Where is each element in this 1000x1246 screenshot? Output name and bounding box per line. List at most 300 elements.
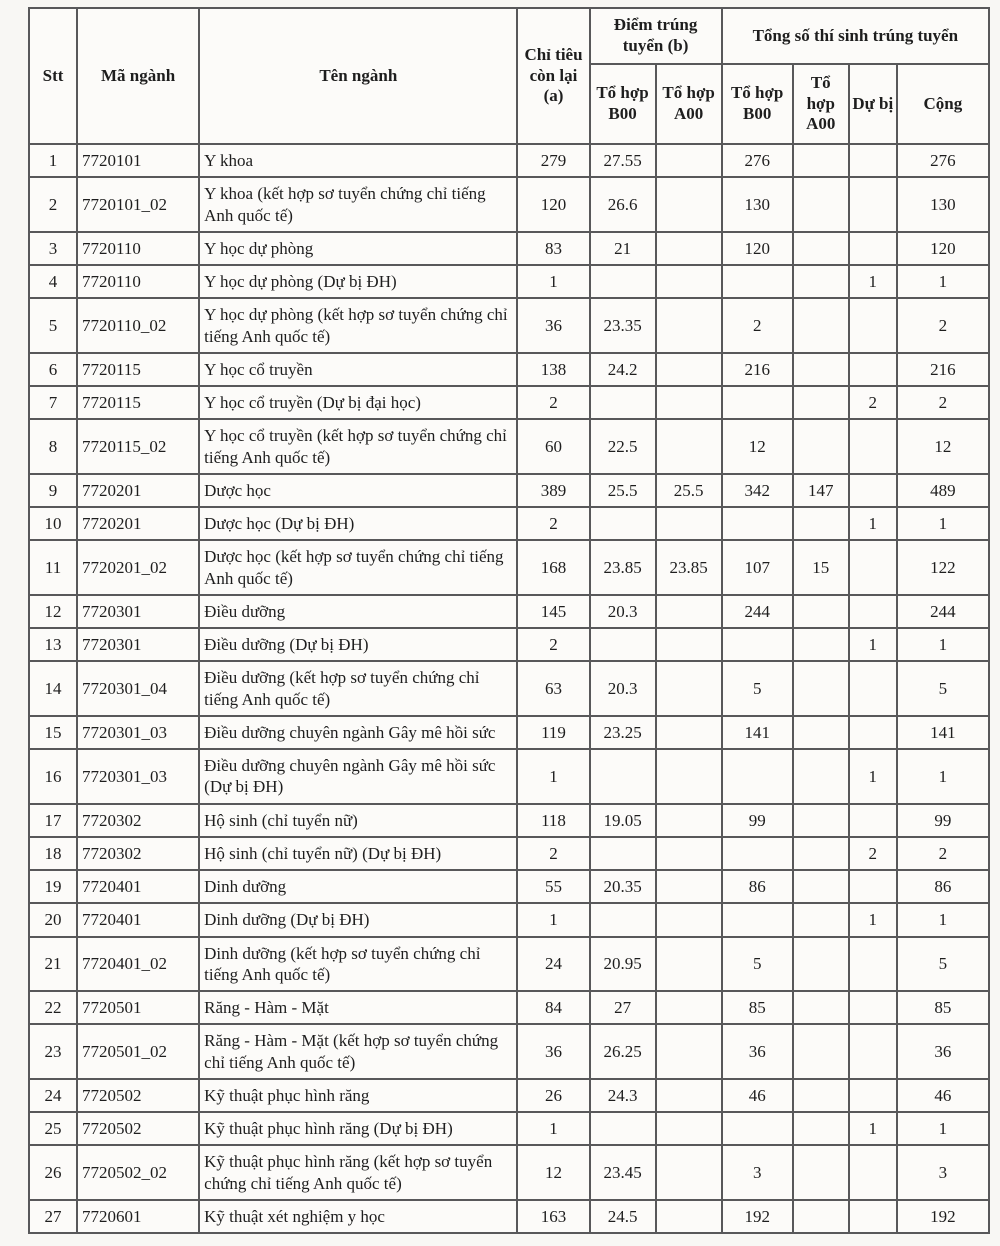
du-bi-cell — [849, 298, 897, 353]
ten-nganh-cell: Dinh dưỡng (kết hợp sơ tuyển chứng chỉ tiếng Anh quốc tế) — [199, 937, 517, 992]
ts-to-hop-b00-cell: 5 — [722, 661, 793, 716]
ma-nganh-cell: 7720201_02 — [77, 540, 199, 595]
diem-to-hop-b00-cell — [590, 837, 656, 870]
chi-tieu-cell: 138 — [517, 353, 589, 386]
ma-nganh-cell: 7720115 — [77, 353, 199, 386]
ts-to-hop-b00-cell: 85 — [722, 991, 793, 1024]
ten-nganh-cell: Y khoa — [199, 144, 517, 177]
diem-to-hop-b00-cell: 27.55 — [590, 144, 656, 177]
col-header-diem-to-hop-b00: Tổ hợp B00 — [590, 64, 656, 144]
cong-cell: 120 — [897, 232, 989, 265]
ma-nganh-cell: 7720301 — [77, 628, 199, 661]
ten-nganh-cell: Răng - Hàm - Mặt — [199, 991, 517, 1024]
table-row — [29, 903, 989, 936]
chi-tieu-cell: 119 — [517, 716, 589, 749]
du-bi-cell — [849, 419, 897, 474]
ts-to-hop-b00-cell: 3 — [722, 1145, 793, 1200]
ts-to-hop-b00-cell: 192 — [722, 1200, 793, 1233]
ten-nganh-cell: Y học cổ truyền (kết hợp sơ tuyển chứng chỉ tiếng Anh quốc tế) — [199, 419, 517, 474]
diem-to-hop-b00-cell: 20.95 — [590, 937, 656, 992]
du-bi-cell — [849, 1145, 897, 1200]
cong-cell: 12 — [897, 419, 989, 474]
stt-cell: 4 — [29, 265, 77, 298]
du-bi-cell: 2 — [849, 386, 897, 419]
ten-nganh-cell: Dinh dưỡng (Dự bị ĐH) — [199, 903, 517, 936]
diem-to-hop-b00-cell: 23.25 — [590, 716, 656, 749]
stt-cell: 8 — [29, 419, 77, 474]
ts-to-hop-a00-cell — [793, 1145, 849, 1200]
ts-to-hop-b00-cell: 276 — [722, 144, 793, 177]
ma-nganh-cell: 7720101_02 — [77, 177, 199, 232]
col-header-ts-to-hop-a00: Tổ hợp A00 — [793, 64, 849, 144]
du-bi-cell — [849, 144, 897, 177]
chi-tieu-cell: 163 — [517, 1200, 589, 1233]
admission-table-container — [28, 7, 990, 1234]
ten-nganh-cell: Răng - Hàm - Mặt (kết hợp sơ tuyển chứng chỉ tiếng Anh quốc tế) — [199, 1024, 517, 1079]
stt-cell: 3 — [29, 232, 77, 265]
ma-nganh-cell: 7720301 — [77, 595, 199, 628]
ts-to-hop-b00-cell: 46 — [722, 1079, 793, 1112]
ma-nganh-cell: 7720302 — [77, 804, 199, 837]
stt-cell: 19 — [29, 870, 77, 903]
cong-cell: 130 — [897, 177, 989, 232]
diem-to-hop-b00-cell — [590, 628, 656, 661]
ts-to-hop-b00-cell — [722, 1112, 793, 1145]
ten-nganh-cell: Kỹ thuật xét nghiệm y học — [199, 1200, 517, 1233]
diem-to-hop-b00-cell: 26.6 — [590, 177, 656, 232]
cong-cell: 1 — [897, 265, 989, 298]
stt-cell: 21 — [29, 937, 77, 992]
ts-to-hop-b00-cell: 99 — [722, 804, 793, 837]
diem-to-hop-a00-cell — [656, 507, 722, 540]
chi-tieu-cell: 84 — [517, 991, 589, 1024]
header-group-row — [29, 8, 989, 64]
stt-cell: 23 — [29, 1024, 77, 1079]
ts-to-hop-a00-cell — [793, 628, 849, 661]
stt-cell: 22 — [29, 991, 77, 1024]
du-bi-cell — [849, 474, 897, 507]
table-row — [29, 507, 989, 540]
diem-to-hop-a00-cell — [656, 661, 722, 716]
diem-to-hop-b00-cell: 24.5 — [590, 1200, 656, 1233]
ts-to-hop-a00-cell — [793, 716, 849, 749]
cong-cell: 141 — [897, 716, 989, 749]
chi-tieu-cell: 1 — [517, 749, 589, 804]
stt-cell: 26 — [29, 1145, 77, 1200]
diem-to-hop-a00-cell — [656, 837, 722, 870]
col-header-ts-to-hop-b00: Tổ hợp B00 — [722, 64, 793, 144]
du-bi-cell — [849, 716, 897, 749]
du-bi-cell: 1 — [849, 507, 897, 540]
ts-to-hop-b00-cell: 5 — [722, 937, 793, 992]
col-header-stt: Stt — [29, 8, 77, 144]
ma-nganh-cell: 7720401_02 — [77, 937, 199, 992]
ten-nganh-cell: Kỹ thuật phục hình răng (kết hợp sơ tuyển chứng chỉ tiếng Anh quốc tế) — [199, 1145, 517, 1200]
table-row — [29, 837, 989, 870]
du-bi-cell: 1 — [849, 628, 897, 661]
ma-nganh-cell: 7720401 — [77, 903, 199, 936]
cong-cell: 1 — [897, 1112, 989, 1145]
ten-nganh-cell: Kỹ thuật phục hình răng — [199, 1079, 517, 1112]
ts-to-hop-b00-cell — [722, 628, 793, 661]
diem-to-hop-a00-cell — [656, 1079, 722, 1112]
diem-to-hop-b00-cell: 20.35 — [590, 870, 656, 903]
ma-nganh-cell: 7720301_03 — [77, 716, 199, 749]
col-group-tong-so-thi-sinh: Tổng số thí sinh trúng tuyển — [722, 8, 989, 64]
table-row — [29, 991, 989, 1024]
ts-to-hop-b00-cell — [722, 749, 793, 804]
ts-to-hop-a00-cell — [793, 1112, 849, 1145]
chi-tieu-cell: 279 — [517, 144, 589, 177]
cong-cell: 5 — [897, 937, 989, 992]
ts-to-hop-a00-cell — [793, 265, 849, 298]
ts-to-hop-a00-cell — [793, 353, 849, 386]
stt-cell: 16 — [29, 749, 77, 804]
ts-to-hop-a00-cell — [793, 507, 849, 540]
table-row — [29, 1145, 989, 1200]
stt-cell: 24 — [29, 1079, 77, 1112]
stt-cell: 6 — [29, 353, 77, 386]
ma-nganh-cell: 7720501 — [77, 991, 199, 1024]
diem-to-hop-b00-cell: 20.3 — [590, 595, 656, 628]
diem-to-hop-a00-cell — [656, 991, 722, 1024]
du-bi-cell — [849, 804, 897, 837]
chi-tieu-cell: 168 — [517, 540, 589, 595]
table-row — [29, 1079, 989, 1112]
ma-nganh-cell: 7720110 — [77, 265, 199, 298]
cong-cell: 2 — [897, 298, 989, 353]
table-row — [29, 870, 989, 903]
ten-nganh-cell: Điều dưỡng chuyên ngành Gây mê hồi sức (Dự bị ĐH) — [199, 749, 517, 804]
du-bi-cell — [849, 1200, 897, 1233]
diem-to-hop-a00-cell — [656, 628, 722, 661]
diem-to-hop-a00-cell — [656, 1024, 722, 1079]
du-bi-cell: 2 — [849, 837, 897, 870]
ts-to-hop-a00-cell — [793, 298, 849, 353]
diem-to-hop-a00-cell — [656, 144, 722, 177]
table-header — [29, 8, 989, 144]
ts-to-hop-b00-cell: 120 — [722, 232, 793, 265]
stt-cell: 20 — [29, 903, 77, 936]
diem-to-hop-a00-cell — [656, 595, 722, 628]
ma-nganh-cell: 7720110 — [77, 232, 199, 265]
ts-to-hop-a00-cell — [793, 419, 849, 474]
ts-to-hop-b00-cell — [722, 265, 793, 298]
diem-to-hop-b00-cell: 23.45 — [590, 1145, 656, 1200]
table-row — [29, 540, 989, 595]
stt-cell: 5 — [29, 298, 77, 353]
diem-to-hop-b00-cell — [590, 507, 656, 540]
diem-to-hop-b00-cell: 19.05 — [590, 804, 656, 837]
diem-to-hop-b00-cell: 27 — [590, 991, 656, 1024]
du-bi-cell — [849, 177, 897, 232]
ten-nganh-cell: Y học dự phòng — [199, 232, 517, 265]
ts-to-hop-a00-cell — [793, 661, 849, 716]
du-bi-cell — [849, 870, 897, 903]
cong-cell: 192 — [897, 1200, 989, 1233]
diem-to-hop-b00-cell: 24.2 — [590, 353, 656, 386]
chi-tieu-cell: 120 — [517, 177, 589, 232]
ts-to-hop-b00-cell — [722, 837, 793, 870]
du-bi-cell — [849, 232, 897, 265]
ten-nganh-cell: Kỹ thuật phục hình răng (Dự bị ĐH) — [199, 1112, 517, 1145]
col-header-chi-tieu-con-lai: Chỉ tiêu còn lại (a) — [517, 8, 589, 144]
ma-nganh-cell: 7720502_02 — [77, 1145, 199, 1200]
diem-to-hop-a00-cell — [656, 804, 722, 837]
chi-tieu-cell: 145 — [517, 595, 589, 628]
ts-to-hop-b00-cell: 12 — [722, 419, 793, 474]
ts-to-hop-a00-cell — [793, 177, 849, 232]
diem-to-hop-b00-cell: 21 — [590, 232, 656, 265]
col-header-cong: Cộng — [897, 64, 989, 144]
stt-cell: 10 — [29, 507, 77, 540]
chi-tieu-cell: 63 — [517, 661, 589, 716]
ten-nganh-cell: Điều dưỡng chuyên ngành Gây mê hồi sức — [199, 716, 517, 749]
ma-nganh-cell: 7720601 — [77, 1200, 199, 1233]
chi-tieu-cell: 36 — [517, 298, 589, 353]
table-row — [29, 628, 989, 661]
ten-nganh-cell: Hộ sinh (chỉ tuyển nữ) (Dự bị ĐH) — [199, 837, 517, 870]
cong-cell: 1 — [897, 903, 989, 936]
cong-cell: 1 — [897, 628, 989, 661]
ts-to-hop-a00-cell — [793, 1200, 849, 1233]
chi-tieu-cell: 1 — [517, 265, 589, 298]
ts-to-hop-a00-cell — [793, 144, 849, 177]
diem-to-hop-a00-cell — [656, 386, 722, 419]
stt-cell: 13 — [29, 628, 77, 661]
table-row — [29, 661, 989, 716]
cong-cell: 1 — [897, 507, 989, 540]
cong-cell: 1 — [897, 749, 989, 804]
stt-cell: 27 — [29, 1200, 77, 1233]
table-row — [29, 298, 989, 353]
stt-cell: 9 — [29, 474, 77, 507]
ten-nganh-cell: Dược học (kết hợp sơ tuyển chứng chỉ tiếng Anh quốc tế) — [199, 540, 517, 595]
stt-cell: 2 — [29, 177, 77, 232]
diem-to-hop-b00-cell — [590, 1112, 656, 1145]
diem-to-hop-a00-cell: 25.5 — [656, 474, 722, 507]
chi-tieu-cell: 26 — [517, 1079, 589, 1112]
diem-to-hop-a00-cell: 23.85 — [656, 540, 722, 595]
diem-to-hop-b00-cell — [590, 265, 656, 298]
ts-to-hop-b00-cell: 36 — [722, 1024, 793, 1079]
ten-nganh-cell: Điều dưỡng (Dự bị ĐH) — [199, 628, 517, 661]
ts-to-hop-b00-cell: 342 — [722, 474, 793, 507]
stt-cell: 14 — [29, 661, 77, 716]
ts-to-hop-b00-cell — [722, 903, 793, 936]
ma-nganh-cell: 7720101 — [77, 144, 199, 177]
diem-to-hop-b00-cell: 20.3 — [590, 661, 656, 716]
du-bi-cell — [849, 1024, 897, 1079]
diem-to-hop-a00-cell — [656, 419, 722, 474]
ts-to-hop-a00-cell — [793, 232, 849, 265]
stt-cell: 12 — [29, 595, 77, 628]
diem-to-hop-b00-cell: 23.85 — [590, 540, 656, 595]
chi-tieu-cell: 2 — [517, 507, 589, 540]
admission-table — [28, 7, 990, 1234]
table-row — [29, 474, 989, 507]
ts-to-hop-a00-cell — [793, 837, 849, 870]
table-row — [29, 804, 989, 837]
ten-nganh-cell: Y học dự phòng (Dự bị ĐH) — [199, 265, 517, 298]
diem-to-hop-b00-cell: 23.35 — [590, 298, 656, 353]
table-row — [29, 937, 989, 992]
cong-cell: 86 — [897, 870, 989, 903]
col-header-ten-nganh: Tên ngành — [199, 8, 517, 144]
chi-tieu-cell: 2 — [517, 386, 589, 419]
ten-nganh-cell: Hộ sinh (chỉ tuyển nữ) — [199, 804, 517, 837]
cong-cell: 36 — [897, 1024, 989, 1079]
table-row — [29, 265, 989, 298]
ts-to-hop-b00-cell: 141 — [722, 716, 793, 749]
diem-to-hop-b00-cell — [590, 386, 656, 419]
stt-cell: 18 — [29, 837, 77, 870]
chi-tieu-cell: 389 — [517, 474, 589, 507]
table-row — [29, 1024, 989, 1079]
diem-to-hop-a00-cell — [656, 265, 722, 298]
cong-cell: 2 — [897, 837, 989, 870]
cong-cell: 489 — [897, 474, 989, 507]
chi-tieu-cell: 55 — [517, 870, 589, 903]
ma-nganh-cell: 7720201 — [77, 474, 199, 507]
diem-to-hop-a00-cell — [656, 903, 722, 936]
table-row — [29, 716, 989, 749]
stt-cell: 1 — [29, 144, 77, 177]
table-row — [29, 1112, 989, 1145]
chi-tieu-cell: 60 — [517, 419, 589, 474]
du-bi-cell: 1 — [849, 1112, 897, 1145]
cong-cell: 216 — [897, 353, 989, 386]
diem-to-hop-b00-cell — [590, 903, 656, 936]
table-row — [29, 177, 989, 232]
ts-to-hop-a00-cell — [793, 903, 849, 936]
table-body — [29, 144, 989, 1233]
stt-cell: 11 — [29, 540, 77, 595]
diem-to-hop-a00-cell — [656, 298, 722, 353]
ts-to-hop-a00-cell — [793, 804, 849, 837]
diem-to-hop-b00-cell — [590, 749, 656, 804]
ma-nganh-cell: 7720115_02 — [77, 419, 199, 474]
diem-to-hop-a00-cell — [656, 1112, 722, 1145]
ma-nganh-cell: 7720115 — [77, 386, 199, 419]
stt-cell: 25 — [29, 1112, 77, 1145]
ma-nganh-cell: 7720201 — [77, 507, 199, 540]
ts-to-hop-a00-cell: 147 — [793, 474, 849, 507]
diem-to-hop-a00-cell — [656, 749, 722, 804]
diem-to-hop-a00-cell — [656, 177, 722, 232]
ten-nganh-cell: Dược học — [199, 474, 517, 507]
table-row — [29, 749, 989, 804]
ts-to-hop-a00-cell — [793, 749, 849, 804]
ten-nganh-cell: Y học dự phòng (kết hợp sơ tuyển chứng chỉ tiếng Anh quốc tế) — [199, 298, 517, 353]
chi-tieu-cell: 2 — [517, 628, 589, 661]
col-group-diem-trung-tuyen: Điểm trúng tuyển (b) — [590, 8, 722, 64]
table-row — [29, 1200, 989, 1233]
ts-to-hop-a00-cell — [793, 595, 849, 628]
ma-nganh-cell: 7720301_03 — [77, 749, 199, 804]
ma-nganh-cell: 7720302 — [77, 837, 199, 870]
ten-nganh-cell: Y học cổ truyền (Dự bị đại học) — [199, 386, 517, 419]
chi-tieu-cell: 24 — [517, 937, 589, 992]
ts-to-hop-a00-cell — [793, 937, 849, 992]
ma-nganh-cell: 7720401 — [77, 870, 199, 903]
ts-to-hop-a00-cell — [793, 991, 849, 1024]
du-bi-cell — [849, 661, 897, 716]
ts-to-hop-a00-cell: 15 — [793, 540, 849, 595]
cong-cell: 3 — [897, 1145, 989, 1200]
chi-tieu-cell: 36 — [517, 1024, 589, 1079]
ten-nganh-cell: Y học cổ truyền — [199, 353, 517, 386]
ts-to-hop-b00-cell: 244 — [722, 595, 793, 628]
ts-to-hop-a00-cell — [793, 870, 849, 903]
table-row — [29, 386, 989, 419]
diem-to-hop-a00-cell — [656, 353, 722, 386]
ts-to-hop-a00-cell — [793, 1024, 849, 1079]
ts-to-hop-b00-cell: 86 — [722, 870, 793, 903]
diem-to-hop-a00-cell — [656, 870, 722, 903]
ten-nganh-cell: Điều dưỡng — [199, 595, 517, 628]
cong-cell: 2 — [897, 386, 989, 419]
ten-nganh-cell: Điều dưỡng (kết hợp sơ tuyển chứng chỉ tiếng Anh quốc tế) — [199, 661, 517, 716]
diem-to-hop-a00-cell — [656, 1145, 722, 1200]
chi-tieu-cell: 118 — [517, 804, 589, 837]
table-row — [29, 595, 989, 628]
chi-tieu-cell: 2 — [517, 837, 589, 870]
diem-to-hop-b00-cell: 24.3 — [590, 1079, 656, 1112]
du-bi-cell: 1 — [849, 903, 897, 936]
diem-to-hop-a00-cell — [656, 232, 722, 265]
cong-cell: 122 — [897, 540, 989, 595]
stt-cell: 17 — [29, 804, 77, 837]
ts-to-hop-a00-cell — [793, 1079, 849, 1112]
diem-to-hop-a00-cell — [656, 937, 722, 992]
ts-to-hop-b00-cell: 2 — [722, 298, 793, 353]
ma-nganh-cell: 7720502 — [77, 1112, 199, 1145]
du-bi-cell: 1 — [849, 749, 897, 804]
ts-to-hop-b00-cell: 107 — [722, 540, 793, 595]
ma-nganh-cell: 7720110_02 — [77, 298, 199, 353]
diem-to-hop-a00-cell — [656, 1200, 722, 1233]
ts-to-hop-b00-cell — [722, 386, 793, 419]
ts-to-hop-b00-cell — [722, 507, 793, 540]
cong-cell: 46 — [897, 1079, 989, 1112]
du-bi-cell — [849, 540, 897, 595]
ma-nganh-cell: 7720502 — [77, 1079, 199, 1112]
chi-tieu-cell: 1 — [517, 1112, 589, 1145]
cong-cell: 244 — [897, 595, 989, 628]
table-row — [29, 232, 989, 265]
du-bi-cell — [849, 1079, 897, 1112]
col-header-ma-nganh: Mã ngành — [77, 8, 199, 144]
diem-to-hop-a00-cell — [656, 716, 722, 749]
ten-nganh-cell: Dinh dưỡng — [199, 870, 517, 903]
cong-cell: 5 — [897, 661, 989, 716]
diem-to-hop-b00-cell: 26.25 — [590, 1024, 656, 1079]
table-row — [29, 144, 989, 177]
ts-to-hop-b00-cell: 130 — [722, 177, 793, 232]
ts-to-hop-b00-cell: 216 — [722, 353, 793, 386]
cong-cell: 276 — [897, 144, 989, 177]
table-row — [29, 353, 989, 386]
ten-nganh-cell: Dược học (Dự bị ĐH) — [199, 507, 517, 540]
col-header-du-bi: Dự bị — [849, 64, 897, 144]
chi-tieu-cell: 83 — [517, 232, 589, 265]
du-bi-cell — [849, 937, 897, 992]
chi-tieu-cell: 12 — [517, 1145, 589, 1200]
ts-to-hop-a00-cell — [793, 386, 849, 419]
ma-nganh-cell: 7720301_04 — [77, 661, 199, 716]
col-header-diem-to-hop-a00: Tổ hợp A00 — [656, 64, 722, 144]
